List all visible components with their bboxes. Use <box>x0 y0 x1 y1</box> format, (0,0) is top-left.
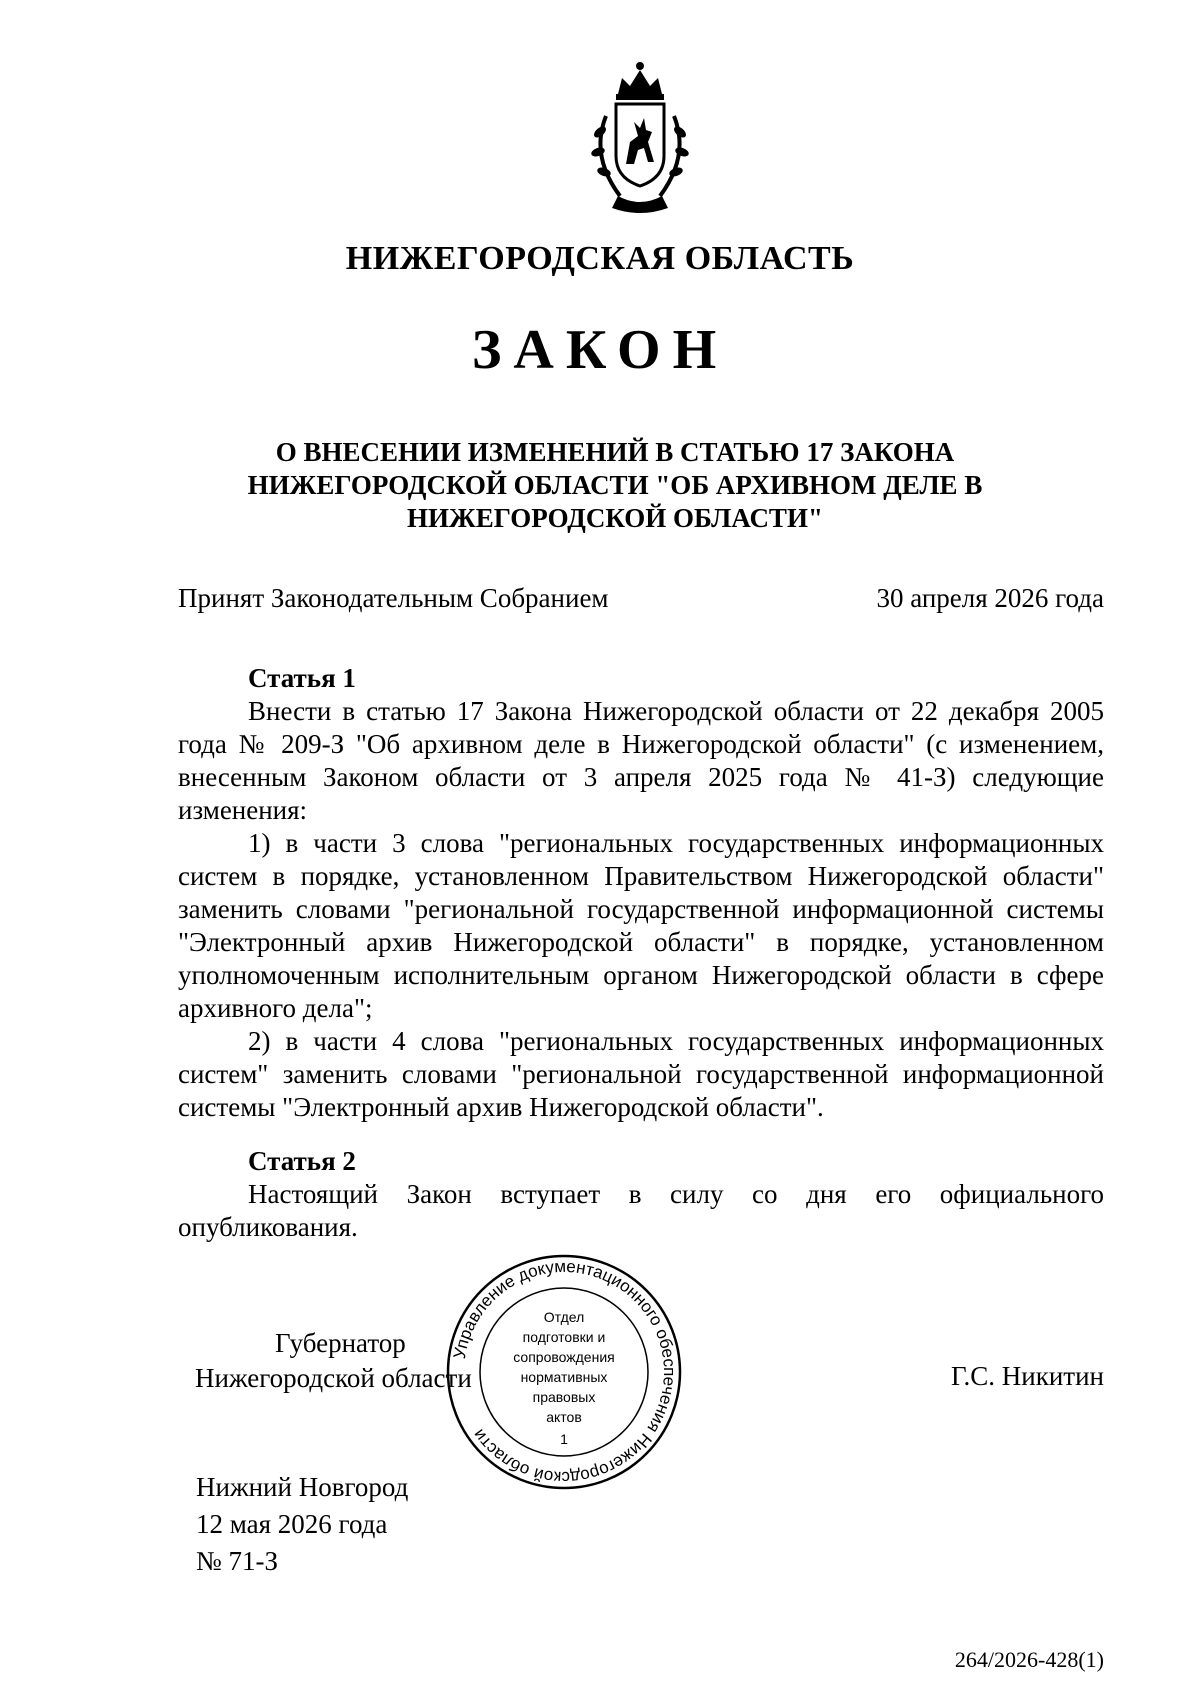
article-2-text: Настоящий Закон вступает в силу со дня его официального опубликования. <box>178 1179 1104 1242</box>
seal-line-5: правовых <box>532 1389 596 1405</box>
article-1-item-2: 2) в части 4 слова "региональных государственных информационных систем" заменить словами "региональной государственной информационной системы "Электронный архив Нижегородской области". <box>178 1026 1104 1122</box>
region-heading: НИЖЕГОРОДСКАЯ ОБЛАСТЬ <box>345 240 855 277</box>
signer-name: Г.С. Никитин <box>950 1361 1104 1391</box>
governor-title-line-1: Губернатор <box>275 1328 406 1358</box>
article-1 <box>178 662 1104 1124</box>
adoption-date: 30 апреля 2026 года <box>876 583 1104 613</box>
governor-title-line-2: Нижегородской области <box>195 1363 472 1393</box>
seal-line-3: сопровождения <box>513 1349 615 1365</box>
seal-line-1: Отдел <box>543 1309 585 1325</box>
subject-line-3: НИЖЕГОРОДСКОЙ ОБЛАСТИ" <box>407 503 823 533</box>
adoption-label: Принят Законодательным Собранием <box>178 583 609 613</box>
article-1-title: Статья 1 <box>248 663 356 693</box>
governor-title <box>195 1326 472 1396</box>
article-2-title: Статья 2 <box>248 1146 356 1176</box>
seal-number: 1 <box>560 1431 568 1447</box>
coat-of-arms-emblem <box>560 56 720 216</box>
seal-outer-text: Управление документационного обеспечения Нижегородской области <box>449 1256 680 1488</box>
document-reference-number: 264/2026-428(1) <box>954 1647 1104 1672</box>
law-subject-title <box>200 436 1030 535</box>
article-2 <box>178 1145 1104 1244</box>
place-and-date <box>196 1469 408 1580</box>
signing-city: Нижний Новгород <box>196 1472 409 1502</box>
seal-line-4: нормативных <box>520 1369 608 1385</box>
article-1-intro: Внести в статью 17 Закона Нижегородской области от 22 декабря 2005 года № 209-З "Об архивном деле в Нижегородской области" (с изменением, внесенным Законом области от 3 апреля 2025 года № 41-З) следующие изменения: <box>178 696 1104 825</box>
document-type-title: ЗАКОН <box>471 319 729 381</box>
seal-line-2: подготовки и <box>522 1329 606 1345</box>
official-seal-stamp <box>444 1252 684 1492</box>
law-number: № 71-З <box>196 1546 279 1576</box>
subject-line-2: НИЖЕГОРОДСКОЙ ОБЛАСТИ "ОБ АРХИВНОМ ДЕЛЕ В <box>247 470 983 500</box>
article-1-item-1: 1) в части 3 слова "региональных государственных информационных систем в порядке, установленном Правительством Нижегородской области" заменить словами "региональной государственной информационной системы "Электронный архив Нижегородской области" в порядке, установленном уполномоченным исполнительным органом Нижегородской области в сфере архивного дела"; <box>178 828 1104 1023</box>
signing-date: 12 мая 2026 года <box>196 1509 388 1539</box>
subject-line-1: О ВНЕСЕНИИ ИЗМЕНЕНИЙ В СТАТЬЮ 17 ЗАКОНА <box>275 437 955 467</box>
seal-line-6: актов <box>546 1409 582 1425</box>
